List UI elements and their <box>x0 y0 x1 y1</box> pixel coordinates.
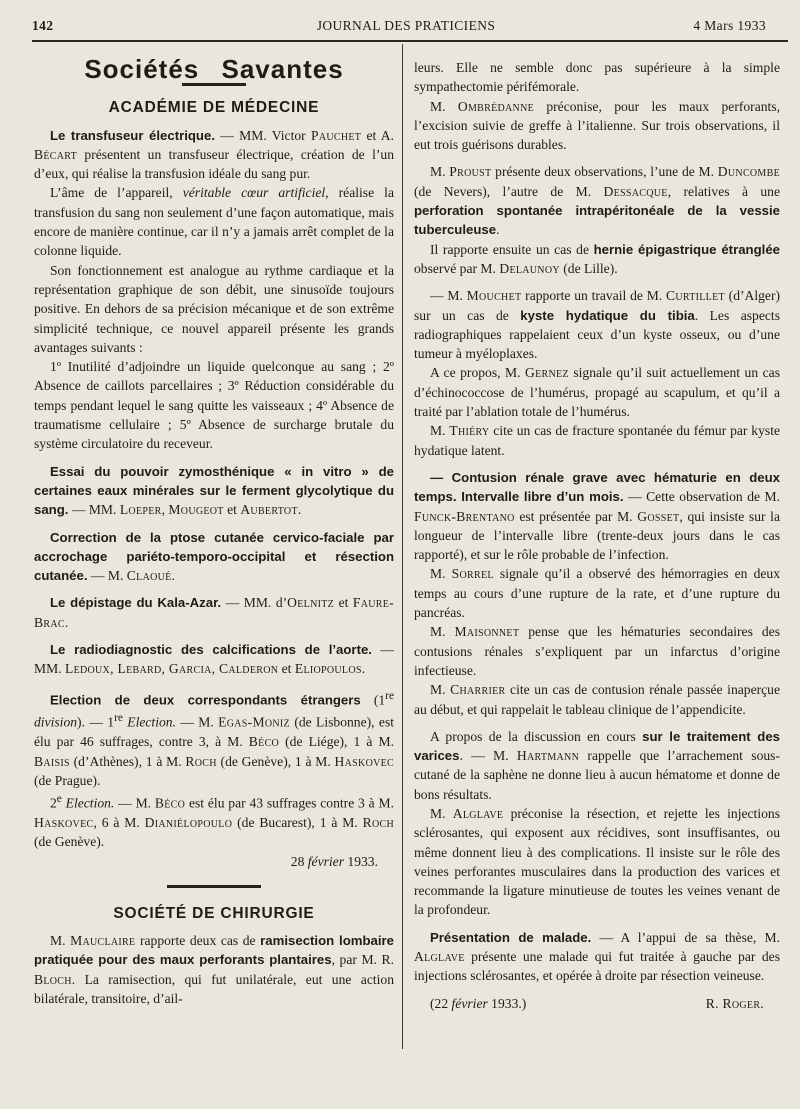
page-number: 142 <box>32 18 54 33</box>
paragraph-maisonnet: M. Maisonnet pense que les hématuries secondaires des contusions rénales s’expliquent par un infarctus d’origine infectieuse. <box>414 624 780 678</box>
section-rule <box>167 885 261 888</box>
column-divider <box>402 44 403 1049</box>
article-kala-azar: Le dépistage du Kala-Azar. — MM. d’Oelnitz et Faure-Brac. <box>34 595 394 630</box>
page-title: Sociétés Savantes <box>84 54 344 84</box>
paragraph-presentation: Présentation de malade. — A l’appui de sa thèse, M. Alglave présente une malade qui fut traitée à gauche par des injections sclérosantes, et opérée à droite par résection veineuse. <box>414 929 780 984</box>
paragraph-charrier: M. Charrier cite un cas de contusion rénale passée inaperçue au début, et qui rappelait le tableau clinique de l’appendicite. <box>414 682 780 717</box>
paragraph-continuation: leurs. Elle ne semble donc pas supérieure à la simple sympathectomie périfémorale. <box>414 60 780 95</box>
article-essai: Essai du pouvoir zymosthénique « in vitro » de certaines eaux minérales sur le ferment glycolytique du sang. — MM. Loeper, Mougeot et Aubertot. <box>34 463 394 518</box>
paragraph-proust: M. Proust présente deux observations, l’une de M. Duncombe (de Nevers), l’autre de M. Dessacque, relatives à une perforation spontanée intrapéritonéale de la vessie tuberculeuse. <box>414 164 781 238</box>
paragraph-alglave: M. Alglave préconise la résection, et rejette les injections sclérosantes, qui exposent aux récidives, sont insuffisantes, ou même donnent lieu à des complications. Il insiste sur le rôle des veines perforantes musculaires dans la production des varices et recommande la ligature minutieuse de toutes les veines venant de la profondeur. <box>414 805 780 918</box>
paragraph-second-election: 2e Election. — M. Béco est élu par 43 suffrages contre 3 à M. Haskovec, 6 à M. Dianiélopoulo (de Bucarest), 1 à M. Roch (de Genève). <box>34 793 394 850</box>
section-heading-academie: ACADÉMIE DE MÉDECINE <box>108 99 320 117</box>
author-signature: R. Roger. <box>705 995 764 1011</box>
paragraph-gernez: A ce propos, M. Gernez signale qu’il suit actuellement un cas d’échinococcose de l’humérus, propagé au scapulum, et qu’il a traité par l’ablation totale de l’humérus. <box>414 365 781 420</box>
article-correction: Correction de la ptose cutanée cervico-faciale par accrochage pariéto-temporo-occipital et résection cutanée. — M. Claoué. <box>34 529 394 584</box>
closing-line <box>414 994 780 1013</box>
running-head <box>32 14 780 36</box>
paragraph-contusion: — Contusion rénale grave avec hématurie en deux temps. Intervalle libre d’un mois. — Cette observation de M. Funck-Brentano est présentée par M. Gosset, qui insiste sur la longueur de l’intervalle libre (trente-deux jours dans le cas rapporté), et sur le rôle probable de l’infection. <box>414 469 780 563</box>
article-ramisection: M. Mauclaire rapporte deux cas de ramisection lombaire pratiquée pour des maux perforants plantaires, par M. R. Bloch. La ramisection, qui fut unilatérale, eut une action bilatérale, transitoire, d’ail- <box>34 933 394 1007</box>
academie-date: 28 février 1933. <box>290 853 378 869</box>
paragraph-mouchet: — M. Mouchet rapporte un travail de M. Curtillet (d’Alger) sur un cas de kyste hydatique du tibia. Les aspects radiographiques rappelaient ceux d’un kyste osseux, ou d’une tumeur à myéloplaxes. <box>414 288 780 362</box>
paragraph-sorrel: M. Sorrel signale qu’il a observé des hémorragies en deux temps au cours d’une rupture de la rate, et d’une rupture du pancréas. <box>414 566 780 621</box>
paragraph-thiery: M. Thiéry cite un cas de fracture spontanée du fémur par kyste hydatique latent. <box>414 423 780 458</box>
chirurgie-date: (22 février 1933.) <box>430 995 527 1011</box>
paragraph-ombredanne: M. Ombrédanne préconise, pour les maux perforants, l’excision suivie de greffe à l’italienne. Sur trois observations, il eut trois guérisons durables. <box>414 98 780 153</box>
article-transfuseur: Le transfuseur électrique. — MM. Victor Pauchet et A. Bécart présentent un transfuseur électrique, création de l’un d’eux, qui réalise la transfusion idéale du sang pur. <box>34 127 395 182</box>
section-heading-chirurgie: SOCIÉTÉ DE CHIRURGIE <box>113 904 315 922</box>
article-election: Election de deux correspondants étrangers (1re division). — 1re Election. — M. Egas-Moniz (de Lisbonne), est élu par 46 suffrages, contre 3, à M. Béco (de Liége), 1 à M. Baisis (d’Athènes), 1 à M. Roch (de Genève), 1 à M. Haskovec (de Prague). <box>34 689 395 788</box>
journal-title: JOURNAL DES PRATICIENS <box>316 18 496 33</box>
paragraph-fonctionnement: Son fonctionnement est analogue au rythme cardiaque et la représentation graphique de son débit, une sinusoïde toujours positive. En dehors de sa précision mécanique et de son extrême simplicité technique, ce nouvel appareil présente les grands avantages suivants : <box>34 262 394 355</box>
paragraph-avantages: 1º Inutilité d’adjoindre un liquide quelconque au sang ; 2º Absence de caillots parcellaires ; 3º Réduction considérable du temps pendant lequel le sang quitte les vaisseaux ; 4º Absence de traumatisme cellulaire ; 5º Absence de surcharge brutale du système circulatoire du receveur. <box>34 359 394 452</box>
paragraph-ame: L’âme de l’appareil, véritable cœur artificiel, réalise la transfusion du sang non seulement d’une façon automatique, mais encore de manière continue, car il n’y a jamais arrêt complet de la colonne liquide. <box>34 185 394 259</box>
paragraph-varices: A propos de la discussion en cours sur le traitement des varices. — M. Hartmann rappelle que l’arrachement sous-cutané de la saphène ne donne lieu à aucun hématome et donne de bons résultats. <box>414 728 781 802</box>
paragraph-hernie: Il rapporte ensuite un cas de hernie épigastrique étranglée observé par M. Delaunoy (de Lille). <box>414 241 780 276</box>
left-column <box>34 52 394 1008</box>
issue-date: 4 Mars 1933 <box>693 18 766 33</box>
header-rule <box>32 40 788 42</box>
right-column <box>414 58 780 1013</box>
article-radiodiagnostic: Le radiodiagnostic des calcifications de l’aorte. — MM. Ledoux, Lebard, Garcia, Calderon et Eliopoulos. <box>34 642 394 677</box>
